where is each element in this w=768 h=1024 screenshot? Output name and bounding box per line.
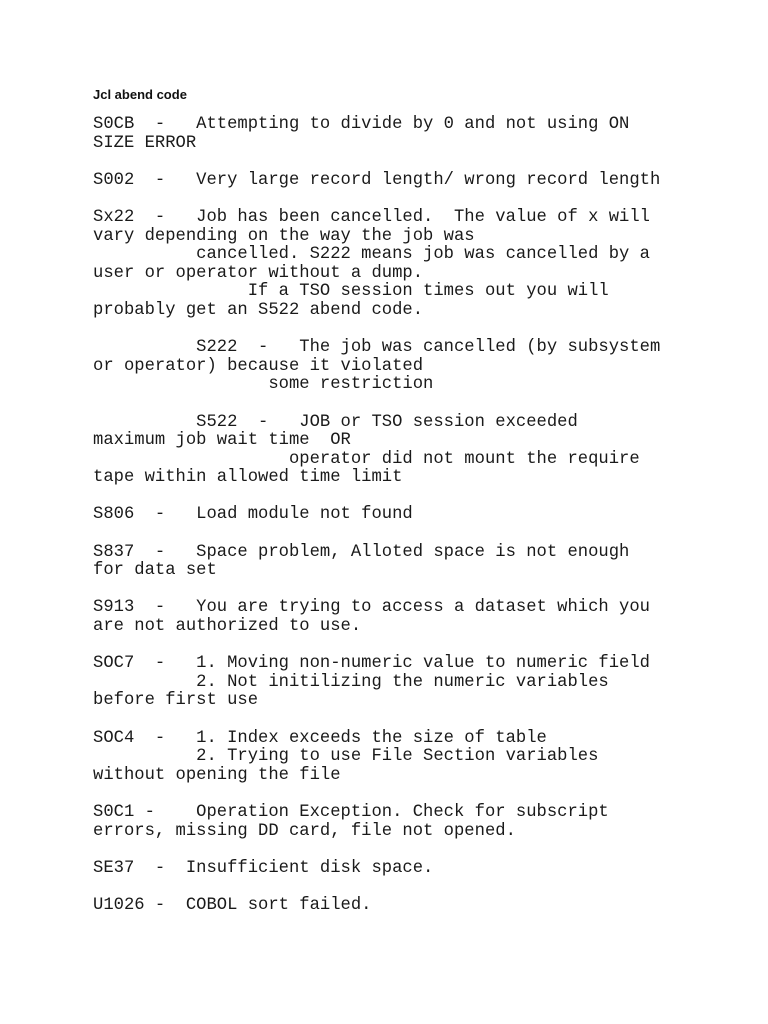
abend-code-list: S0CB - Attempting to divide by 0 and not using ON SIZE ERROR S002 - Very large record length/ wrong record length Sx22 - Job has been cancelled. The value of x will vary depending on the way the job was cancelled. S222 means job was cancelled by a user or operator without a dump. If a TSO session times out you will probably get an S522 abend code. S222 - The job was cancelled (by subsystem or operator) because it violated some restriction S522 - JOB or TSO session exceeded maximum job wait time OR operator did not mount the require tape within allowed time limit S806 - Load module not found S837 - Space problem, Alloted space is not enough for data set S913 - You are trying to access a dataset which you are not authorized to use. SOC7 - 1. Moving non-numeric value to numeric field 2. Not initilizing the numeric variables before first use SOC4 - 1. Index exceeds the size of table 2. Trying to use File Section variables without opening the file S0C1 - Operation Exception. Check for subscript errors, missing DD card, file not opened. SE37 - Insufficient disk space. U1026 - COBOL sort failed. [93, 115, 661, 915]
document-title: Jcl abend code [93, 87, 187, 102]
